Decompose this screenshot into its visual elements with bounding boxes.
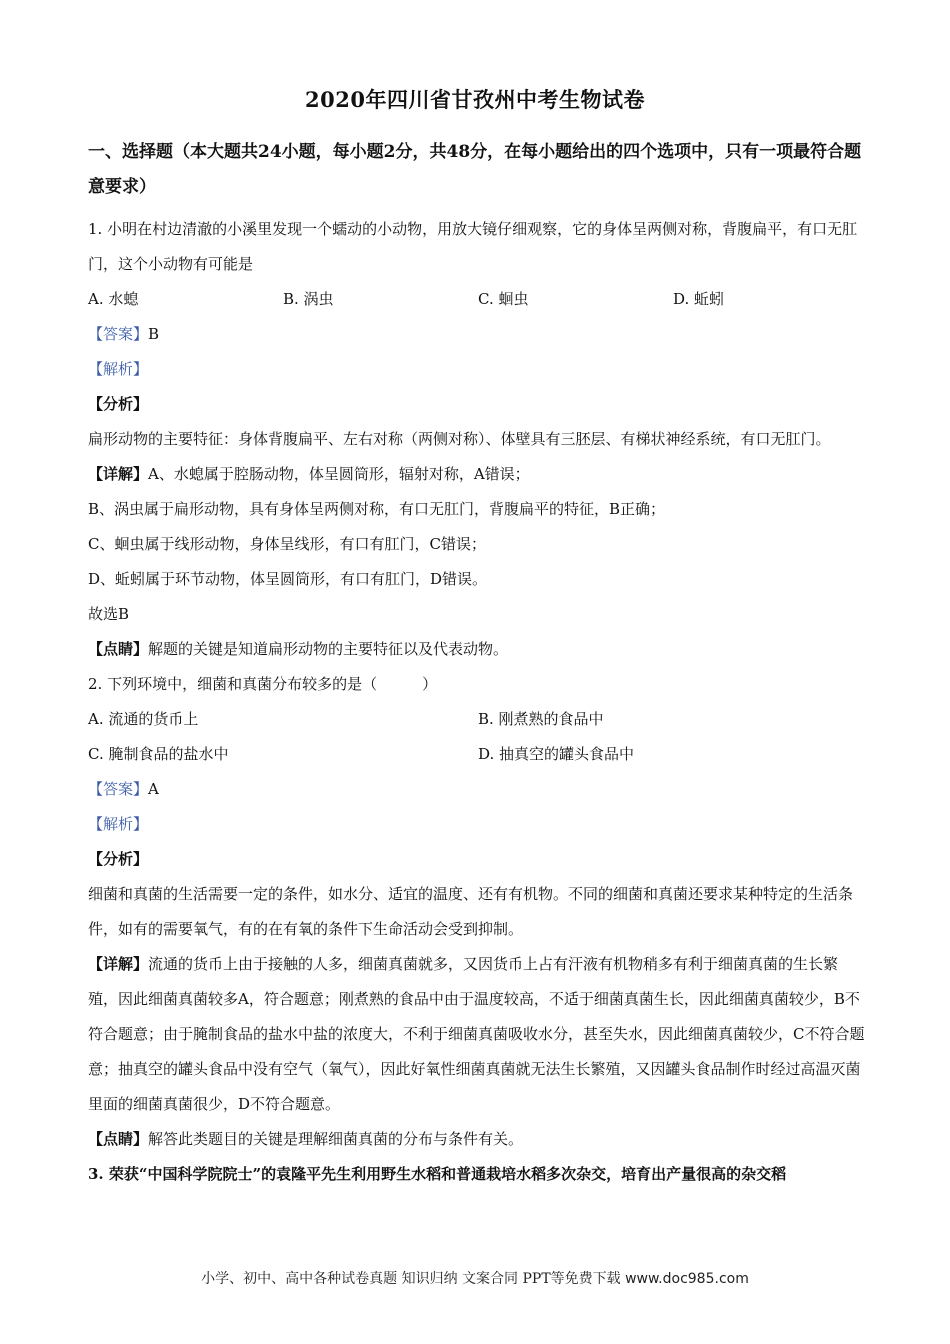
q2-dianjing: 解答此类题目的关键是理解细菌真菌的分布与条件有关。 (148, 1130, 524, 1148)
q2-option-b: B. 刚煮熟的食品中 (478, 710, 604, 728)
q2-xiangjie: 流通的货币上由于接触的人多，细菌真菌就多，又因货币上占有汗液有机物稍多有利于细菌真菌的生长繁殖，因此细菌真菌较多A，符合题意；刚煮熟的食品中由于温度较高，不适于细菌真菌生长，因此细菌真菌较少，B不符合题意；由于腌制食品的盐水中盐的浓度大，不利于细菌真菌吸收水分，甚至失水，因此细菌真菌较少，C不符合题意；抽真空的罐头食品中没有空气（氧气），因此好氧性细菌真菌就无法生长繁殖，又因罐头食品制作时经过高温灭菌里面的细菌真菌很少，D不符合题意。 (88, 955, 865, 1113)
q1-jiexi-tag: 【解析】 (88, 360, 149, 378)
q1-dianjing-line (88, 632, 868, 667)
q1-fenxi: 扁形动物的主要特征：身体背腹扁平、左右对称（两侧对称）、体壁具有三胚层、有梯状神经系统，有口无肛门。 (88, 430, 831, 448)
q1-dianjing-tag: 【点睛】 (88, 640, 149, 658)
q1-option-b: B. 涡虫 (283, 290, 334, 308)
question-2-options-row-2 (88, 737, 868, 772)
q2-dianjing-tag: 【点睛】 (88, 1130, 149, 1148)
question-2-stem: 2. 下列环境中，细菌和真菌分布较多的是（ ） (88, 675, 438, 693)
q2-option-d: D. 抽真空的罐头食品中 (478, 745, 635, 763)
q1-option-d: D. 蚯蚓 (673, 290, 725, 308)
footer-text: 小学、初中、高中各种试卷真题 知识归纳 文案合同 PPT等免费下载 (201, 1271, 626, 1287)
q2-option-a: A. 流通的货币上 (88, 710, 199, 728)
q2-fenxi: 细菌和真菌的生活需要一定的条件，如水分、适宜的温度、还有有机物。不同的细菌和真菌还要求某种特定的生活条件，如有的需要氧气，有的在有氧的条件下生命活动会受到抑制。 (88, 885, 854, 938)
q1-answer: B (148, 325, 160, 343)
page-title: 2020年四川省甘孜州中考生物试卷 (305, 87, 645, 112)
q1-answer-tag: 【答案】 (88, 325, 149, 343)
q2-xiangjie-tag: 【详解】 (88, 955, 149, 973)
q2-dianjing-line (88, 1122, 868, 1157)
q1-option-a: A. 水螅 (88, 290, 139, 308)
questions-content (88, 212, 868, 1192)
q1-option-c: C. 蛔虫 (478, 290, 529, 308)
question-3-stem: 3. 荣获“中国科学院院士”的袁隆平先生利用野生水稻和普通栽培水稻多次杂交，培育出产量很高的杂交稻 (88, 1165, 787, 1183)
q1-dianjing: 解题的关键是知道扁形动物的主要特征以及代表动物。 (148, 640, 509, 658)
q1-xiangjie-line-1 (88, 457, 868, 492)
q1-xiangjie-tag: 【详解】 (88, 465, 149, 483)
q2-fenxi-tag: 【分析】 (88, 850, 149, 868)
q2-answer-line (88, 772, 868, 807)
question-1-stem: 1. 小明在村边清澈的小溪里发现一个蠕动的小动物，用放大镜仔细观察，它的身体呈两侧对称，背腹扁平，有口无肛门，这个小动物有可能是 (88, 220, 858, 273)
q2-xiangjie-paragraph (88, 947, 868, 1122)
q2-option-c: C. 腌制食品的盐水中 (88, 745, 229, 763)
q1-xiangjie-text-1: A、水螅属于腔肠动物，体呈圆筒形，辐射对称，A错误； (148, 465, 530, 483)
q2-answer-tag: 【答案】 (88, 780, 149, 798)
q1-xiangjie-line-3: C、蛔虫属于线形动物，身体呈线形，有口有肛门，C错误； (88, 535, 486, 553)
q1-xiangjie-line-5: 故选B (88, 605, 130, 623)
page-footer (0, 1268, 950, 1288)
q2-jiexi-tag: 【解析】 (88, 815, 149, 833)
q2-answer: A (148, 780, 159, 798)
question-2-options-row-1 (88, 702, 868, 737)
footer-link[interactable]: www.doc985.com (625, 1271, 749, 1287)
section-header: 一、选择题（本大题共24小题，每小题2分，共48分，在每小题给出的四个选项中，只有一项最符合题意要求） (88, 142, 862, 197)
q1-fenxi-tag: 【分析】 (88, 395, 149, 413)
question-1-options (88, 282, 868, 317)
q1-xiangjie-line-4: D、蚯蚓属于环节动物，体呈圆筒形，有口有肛门，D错误。 (88, 570, 488, 588)
q1-xiangjie-line-2: B、涡虫属于扁形动物，具有身体呈两侧对称，有口无肛门，背腹扁平的特征，B正确； (88, 500, 666, 518)
q1-answer-line (88, 317, 868, 352)
